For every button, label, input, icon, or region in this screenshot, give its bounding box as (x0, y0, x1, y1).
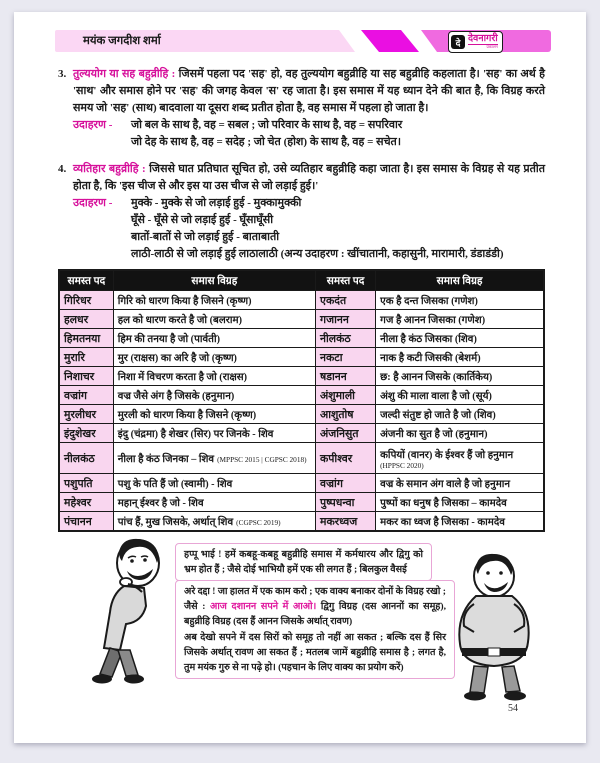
compound-word-cell: गजानन (315, 310, 375, 329)
compound-word-cell: वज्रांग (315, 474, 375, 493)
compound-word-cell: हिमतनया (59, 329, 113, 348)
page-number: 54 (508, 703, 518, 714)
col-header: समास विग्रह (113, 270, 315, 291)
compound-word-cell: षडानन (315, 367, 375, 386)
vigraha-cell: छ: है आनन जिसके (कार्तिकेय) (376, 367, 544, 386)
compound-word-cell: इंदुशेखर (59, 424, 113, 443)
vigraha-cell: अंजनी का सुत है जो (हनुमान) (376, 424, 544, 443)
vigraha-cell: जल्दी संतुष्ट हो जाते है जो (शिव) (376, 405, 544, 424)
compound-word-cell: मुरारि (59, 348, 113, 367)
compound-word-cell: अंशुमाली (315, 386, 375, 405)
example-text: जो देह के साथ है, वह = सदेह ; जो चेत (होश) के साथ है, वह = सचेत। (131, 136, 402, 148)
compound-word-cell: मकरध्वज (315, 512, 375, 532)
vigraha-cell: पुष्पों का धनुष है जिसका – कामदेव (376, 493, 544, 512)
logo-initial-icon: दे (451, 35, 465, 49)
table-row (59, 405, 544, 424)
leaning-man-illustration (86, 536, 174, 686)
vigraha-cell: निशा में विचरण करता है जो (राक्षस) (113, 367, 315, 386)
bubble-text: हप्पू भाई ! हमें कबहू-कबहू बहुव्रीहि समास में कर्मधारय और द्विगु को भ्रम होत हैं ; जैसे दोई भाभियौ हमें एक सी लगत हैं ; बिलकुल वैसई (184, 549, 423, 576)
table-row (59, 310, 544, 329)
vigraha-cell: नाक है कटी जिसकी (बेशर्म) (376, 348, 544, 367)
example-text: बातों-बातों से जो लड़ाई हुई - बाताबाती (131, 231, 280, 243)
table-row (59, 386, 544, 405)
example-line (58, 246, 545, 263)
vigraha-cell: गिरि को धारण किया है जिसने (कृष्ण) (113, 291, 315, 310)
vigraha-cell: अंशु की माला वाला है जो (सूर्य) (376, 386, 544, 405)
table-row (59, 424, 544, 443)
compound-word-cell: नीलकंठ (59, 443, 113, 474)
section-title: तुल्ययोग या सह बहुव्रीहि : (73, 68, 176, 80)
section-body (58, 161, 545, 195)
table-row (59, 512, 544, 532)
col-header: समस्त पद (315, 270, 375, 291)
table-row (59, 291, 544, 310)
section-text: जिससे घात प्रतिघात सूचित हो, उसे व्यतिहार बहुव्रीहि कहा जाता है। इस समास के विग्रह से यह प्रतीत होता है, कि 'इस चीज से और इस या उस चीज से जो लड़ाई हुई।' (73, 163, 545, 192)
cartoon-character-left (86, 536, 174, 691)
section-number: 3. (58, 68, 67, 80)
vigraha-cell: मकर का ध्वज है जिसका - कामदेव (376, 512, 544, 532)
example-label: उदाहरण - (73, 119, 113, 131)
vigraha-cell: वज्र के समान अंग वाले है जो हनुमान (376, 474, 544, 493)
author-name: मयंक जगदीश शर्मा (83, 35, 161, 47)
example-label: उदाहरण - (73, 197, 113, 209)
example-line (58, 212, 545, 229)
publisher-logo (448, 31, 503, 53)
compound-word-cell: वज्रांग (59, 386, 113, 405)
vigraha-cell: वज्र जैसे अंग है जिसके (हनुमान) (113, 386, 315, 405)
compound-word-cell: पशुपति (59, 474, 113, 493)
table-row (59, 348, 544, 367)
vigraha-cell: कपियों (वानर) के ईश्वर हैं जो हनुमान (HPPSC 2020) (376, 443, 544, 474)
table-row (59, 443, 544, 474)
chubby-man-illustration (444, 552, 544, 702)
compound-word-cell: नकटा (315, 348, 375, 367)
logo-tagline: प्रकाशन (486, 44, 498, 49)
section-title: व्यतिहार बहुव्रीहि : (73, 163, 146, 175)
compound-word-cell: अंजनिसुत (315, 424, 375, 443)
section-number: 4. (58, 163, 67, 175)
vigraha-cell: इंदु (चंद्रमा) है शेखर (सिर) पर जिनके - शिव (113, 424, 315, 443)
compound-word-cell: मुरलीधर (59, 405, 113, 424)
section-text: जिसमें पहला पद 'सह' हो, वह तुल्ययोग बहुव्रीहि या सह बहुव्रीहि कहलाता है। 'सह' का अर्थ है 'साथ' और समास होने पर 'सह' की जगह केवल 'स' रह जाता है। इस समास में यह ध्यान देने की बात है, कि विग्रह करते समय जो 'सह' (साथ) बादवाला या दूसरा शब्द प्रतीत होता है, वह समास में पहला हो जाता है। (73, 68, 546, 114)
speech-bubble-right (175, 580, 455, 679)
exam-tag: (MPPSC 2015 | CGPSC 2018) (217, 455, 307, 464)
col-header: समस्त पद (59, 270, 113, 291)
table-header-row (59, 270, 544, 291)
compound-word-cell: एकदंत (315, 291, 375, 310)
logo-brand-name: देवनागरी (468, 34, 498, 44)
header-magenta-stripe (361, 30, 419, 52)
compound-word-cell: कपीश्वर (315, 443, 375, 474)
vigraha-cell: पांच हैं, मुख जिसके, अर्थात् शिव (CGPSC 2019) (113, 512, 315, 532)
vigraha-cell: हिम की तनया है जो (पार्वती) (113, 329, 315, 348)
bubble-paragraph: अब देखो सपने में दस सिरों को समूह तो नहीं आ सकत ; बल्कि दस हैं सिर जिसके अर्थात् रावण आ सकत हैं ; मतलब जामें बहुव्रीहि समास है ; लगत है, तुम मयंक गुरु से ना पढ़े हो। (पहचान के लिए वाक्य का प्रयोग करें) (184, 631, 446, 674)
example-line (58, 229, 545, 246)
example-text: लाठी-लाठी से जो लड़ाई हुई लाठालाठी (अन्य उदाहरण : खींचातानी, कहासुनी, मारामारी, डंडाडंडी) (131, 248, 504, 260)
section-body (58, 66, 545, 117)
section-tulyayog (58, 66, 545, 151)
vigraha-cell: नीला है कंठ जिसका (शिव) (376, 329, 544, 348)
compound-word-cell: आशुतोष (315, 405, 375, 424)
vigraha-cell: गज है आनन जिसका (गणेश) (376, 310, 544, 329)
exam-tag: (CGPSC 2019) (236, 518, 281, 527)
table-row (59, 329, 544, 348)
example-text: जो बल के साथ है, वह = सबल ; जो परिवार के साथ है, वह = सपरिवार (131, 119, 403, 131)
speech-bubble-left (175, 543, 432, 581)
vigraha-cell: नीला है कंठ जिनका – शिव (MPPSC 2015 | CGPSC 2018) (113, 443, 315, 474)
example-line (58, 117, 545, 134)
compound-word-cell: पंचानन (59, 512, 113, 532)
example-line (58, 195, 545, 212)
samas-table-wrap (58, 269, 545, 532)
compound-word-cell: नीलकंठ (315, 329, 375, 348)
exam-tag: (HPPSC 2020) (380, 460, 424, 470)
vigraha-cell: मुरली को धारण किया है जिसने (कृष्ण) (113, 405, 315, 424)
bubble-paragraph: अरे दद्दा ! जा हालत में एक काम करो ; एक वाक्य बनाकर दोनों के विग्रह रखो ; जैसे : आज दशानन सपने में आओ। द्विगु विग्रह (दस आननों का समूह), बहुव्रीहि विग्रह (दस हैं आनन जिसके अर्थात् रावण) (184, 586, 446, 628)
compound-word-cell: हलधर (59, 310, 113, 329)
compound-word-cell: निशाचर (59, 367, 113, 386)
table-row (59, 493, 544, 512)
book-page (14, 12, 586, 743)
vigraha-cell: हल को धारण करते है जो (बलराम) (113, 310, 315, 329)
section-vyatihar (58, 161, 545, 263)
vigraha-cell: पशु के पति हैं जो (स्वामी) - शिव (113, 474, 315, 493)
cartoon-character-right (444, 552, 544, 707)
example-text: मुक्के - मुक्के से जो लड़ाई हुई - मुक्कामुक्की (131, 197, 302, 209)
samas-table (58, 269, 545, 532)
table-row (59, 474, 544, 493)
col-header: समास विग्रह (376, 270, 544, 291)
compound-word-cell: पुष्पधन्वा (315, 493, 375, 512)
vigraha-cell: एक है दन्त जिसका (गणेश) (376, 291, 544, 310)
compound-word-cell: महेश्वर (59, 493, 113, 512)
vigraha-cell: महान् ईश्वर है जो - शिव (113, 493, 315, 512)
example-line (58, 134, 545, 151)
example-text: घूँसे - घूँसे से जो लड़ाई हुई - घूँसाघूँसी (131, 214, 274, 226)
vigraha-cell: मुर (राक्षस) का अरि है जो (कृष्ण) (113, 348, 315, 367)
highlighted-sentence: आज दशानन सपने में आओ। (209, 601, 317, 613)
table-row (59, 367, 544, 386)
compound-word-cell: गिरिधर (59, 291, 113, 310)
